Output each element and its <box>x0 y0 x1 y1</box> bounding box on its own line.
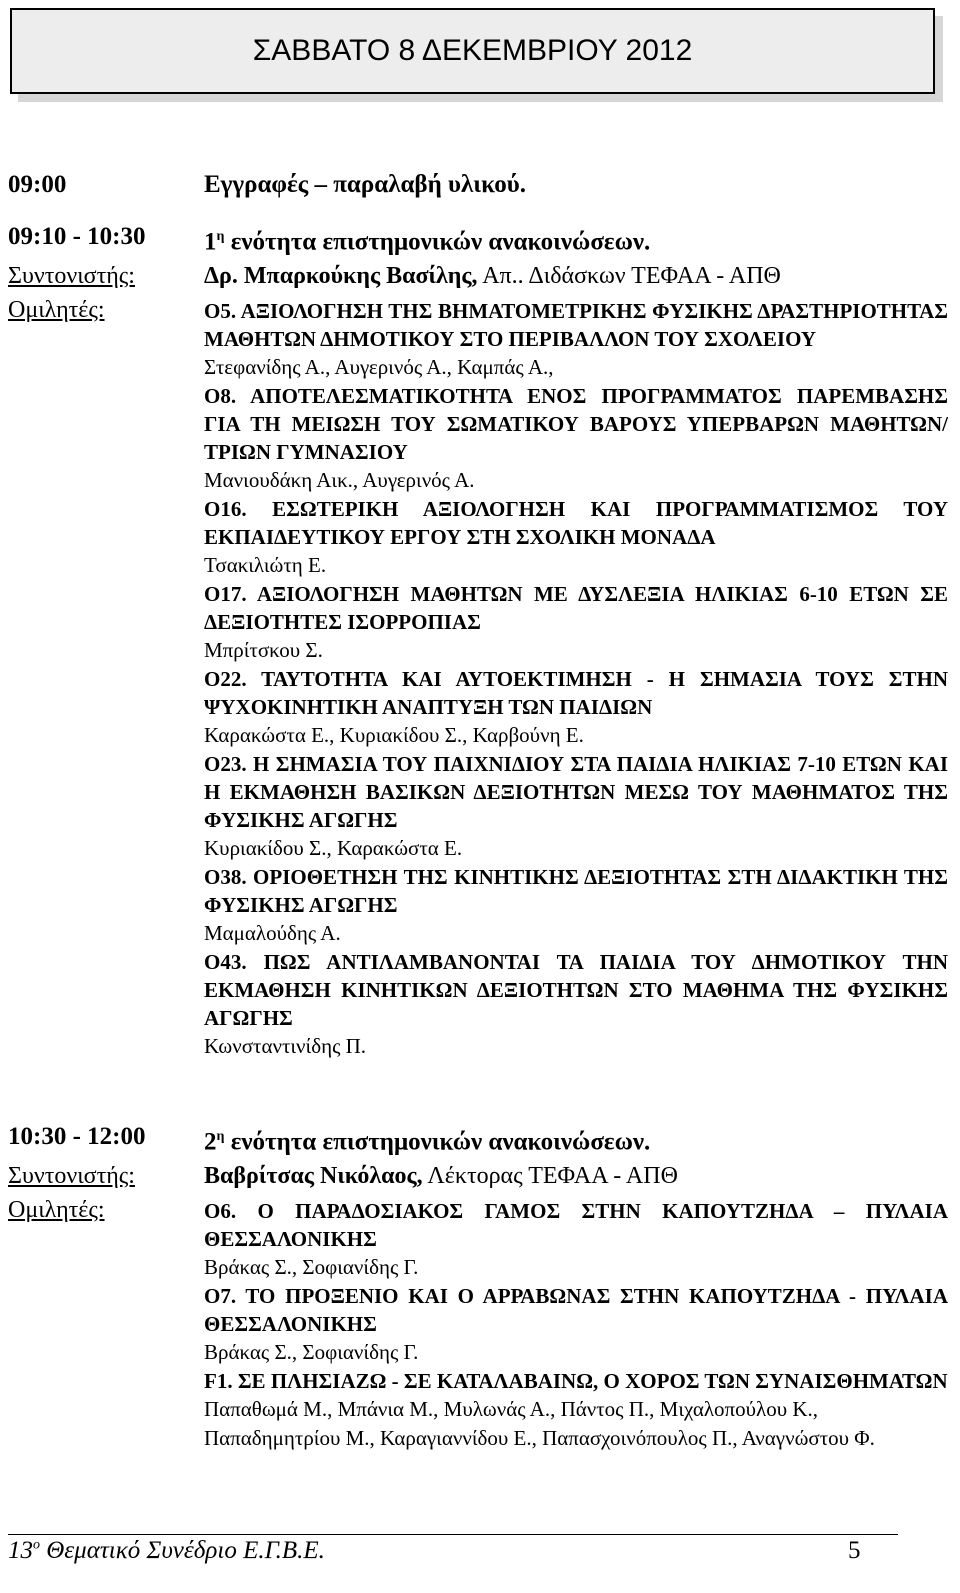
paper-item <box>204 750 948 863</box>
paper-title: Ο23. Η ΣΗΜΑΣΙΑ ΤΟΥ ΠΑΙΧΝΙΔΙΟΥ ΣΤΑ ΠΑΙΔΙΑ ΗΛΙΚΙΑΣ 7-10 ΕΤΩΝ ΚΑΙ Η ΕΚΜΑΘΗΣΗ ΒΑΣΙΚΩΝ ΔΕΞΙΟΤΗΤΩΝ ΜΕΣΩ ΤΟΥ ΜΑΘΗΜΑΤΟΣ ΤΗΣ ΦΥΣΙΚΗΣ ΑΓΩΓΗΣ <box>204 752 948 833</box>
paper-item <box>204 1282 948 1367</box>
paper-authors: Βράκας Σ., Σοφιανίδης Γ. <box>204 1255 419 1280</box>
paper-item <box>204 382 948 495</box>
speakers-label: Ομιλητές: <box>8 297 105 324</box>
session-title: ενότητα επιστημονικών ανακοινώσεων. <box>224 228 651 256</box>
paper-authors: Καρακώστα Ε., Κυριακίδου Σ., Καρβούνη Ε. <box>204 723 584 748</box>
paper-authors: Μανιουδάκη Αικ., Αυγερινός Α. <box>204 468 475 493</box>
paper-authors: Βράκας Σ., Σοφιανίδης Γ. <box>204 1340 419 1365</box>
paper-item <box>204 580 948 665</box>
paper-item <box>204 863 948 948</box>
paper-item <box>204 297 948 382</box>
paper-title: Ο43. ΠΩΣ ΑΝΤΙΛΑΜΒΑΝΟΝΤΑΙ ΤΑ ΠΑΙΔΙΑ ΤΟΥ ΔΗΜΟΤΙΚΟΥ ΤΗΝ ΕΚΜΑΘΗΣΗ ΚΙΝΗΤΙΚΩΝ ΔΕΞΙΟΤΗΤΩΝ ΣΤΟ ΜΑΘΗΜΑ ΤΗΣ ΦΥΣΙΚΗΣ ΑΓΩΓΗΣ <box>204 950 948 1031</box>
paper-title: Ο16. ΕΣΩΤΕΡΙΚΗ ΑΞΙΟΛΟΓΗΣΗ ΚΑΙ ΠΡΟΓΡΑΜΜΑΤΙΣΜΟΣ ΤΟΥ ΕΚΠΑΙΔΕΥΤΙΚΟΥ ΕΡΓΟΥ ΣΤΗ ΣΧΟΛΙΚΗ ΜΟΝΑΔΑ <box>204 497 948 550</box>
session-ordinal: η <box>216 229 225 244</box>
paper-title: Ο8. ΑΠΟΤΕΛΕΣΜΑΤΙΚΟΤΗΤΑ ΕΝΟΣ ΠΡΟΓΡΑΜΜΑΤΟΣ ΠΑΡΕΜΒΑΣΗΣ ΓΙΑ ΤΗ ΜΕΙΩΣΗ ΤΟΥ ΣΩΜΑΤΙΚΟΥ ΒΑΡΟΥΣ ΥΠΕΡΒΑΡΩΝ ΜΑΘΗΤΩΝ/ΤΡΙΩΝ ΓΥΜΝΑΣΙΟΥ <box>204 384 948 465</box>
paper-item <box>204 948 948 1061</box>
paper-list <box>204 293 948 1061</box>
paper-item <box>204 1197 948 1282</box>
footer-ordinal: ο <box>33 1537 40 1553</box>
session-ordinal: η <box>216 1129 225 1144</box>
chair-role: Λέκτορας ΤΕΦΑΑ - ΑΠΘ <box>422 1163 678 1190</box>
footer-number: 13 <box>8 1537 33 1564</box>
chair-info <box>204 1159 948 1193</box>
session-number: 1 <box>204 228 217 256</box>
registration-text: Εγγραφές – παραλαβή υλικού. <box>204 171 526 198</box>
paper-title: F1. ΣΕ ΠΛΗΣΙΑΖΩ - ΣΕ ΚΑΤΑΛΑΒΑΙΝΩ, Ο ΧΟΡΟΣ ΤΩΝ ΣΥΝΑΙΣΘΗΜΑΤΩΝ <box>204 1369 948 1394</box>
paper-authors: Κυριακίδου Σ., Καρακώστα Ε. <box>204 836 463 861</box>
paper-list <box>204 1193 948 1453</box>
chair-name: Δρ. Μπαρκούκης Βασίλης, <box>204 263 478 290</box>
paper-title: Ο38. ΟΡΙΟΘΕΤΗΣΗ ΤΗΣ ΚΙΝΗΤΙΚΗΣ ΔΕΞΙΟΤΗΤΑΣ ΣΤΗ ΔΙΔΑΚΤΙΚΗ ΤΗΣ ΦΥΣΙΚΗΣ ΑΓΩΓΗΣ <box>204 865 948 918</box>
paper-authors: Μπρίτσκου Σ. <box>204 638 323 663</box>
chair-info <box>204 259 948 293</box>
session-heading <box>204 220 948 259</box>
chair-label: Συντονιστής: <box>8 263 135 290</box>
paper-authors: Μαμαλούδης Α. <box>204 921 341 946</box>
chair-name: Βαβρίτσας Νικόλαος, <box>204 1163 423 1190</box>
date-banner <box>10 8 935 94</box>
paper-title: Ο5. ΑΞΙΟΛΟΓΗΣΗ ΤΗΣ ΒΗΜΑΤΟΜΕΤΡΙΚΗΣ ΦΥΣΙΚΗΣ ΔΡΑΣΤΗΡΙΟΤΗΤΑΣ ΜΑΘΗΤΩΝ ΔΗΜΟΤΙΚΟΥ ΣΤΟ ΠΕΡΙΒΑΛΛΟΝ ΤΟΥ ΣΧΟΛΕΙΟΥ <box>204 299 948 352</box>
paper-item <box>204 665 948 750</box>
chair-label: Συντονιστής: <box>8 1163 135 1190</box>
session-title: ενότητα επιστημονικών ανακοινώσεων. <box>224 1128 651 1156</box>
paper-item <box>204 1367 948 1453</box>
paper-title: Ο6. Ο ΠΑΡΑΔΟΣΙΑΚΟΣ ΓΑΜΟΣ ΣΤΗΝ ΚΑΠΟΥΤΖΗΔΑ – ΠΥΛΑΙΑ ΘΕΣΣΑΛΟΝΙΚΗΣ <box>204 1199 948 1252</box>
chair-role: Απ.. Διδάσκων ΤΕΦΑΑ - ΑΠΘ <box>477 263 781 290</box>
paper-title: Ο22. ΤΑΥΤΟΤΗΤΑ ΚΑΙ ΑΥΤΟΕΚΤΙΜΗΣΗ - Η ΣΗΜΑΣΙΑ ΤΟΥΣ ΣΤΗΝ ΨΥΧΟΚΙΝΗΤΙΚΗ ΑΝΑΠΤΥΞΗ ΤΩΝ ΠΑΙΔΙΩΝ <box>204 667 948 720</box>
speakers-label: Ομιλητές: <box>8 1197 105 1224</box>
session-2 <box>8 1120 948 1453</box>
paper-item <box>204 495 948 580</box>
registration-row <box>8 168 948 202</box>
session-time: 10:30 - 12:00 <box>8 1123 146 1150</box>
paper-title: Ο7. ΤΟ ΠΡΟΞΕΝΙΟ ΚΑΙ Ο ΑΡΡΑΒΩΝΑΣ ΣΤΗΝ ΚΑΠΟΥΤΖΗΔΑ - ΠΥΛΑΙΑ ΘΕΣΣΑΛΟΝΙΚΗΣ <box>204 1284 948 1337</box>
footer-rule <box>8 1534 898 1535</box>
session-number: 2 <box>204 1128 217 1156</box>
paper-authors: Κωνσταντινίδης Π. <box>204 1034 367 1059</box>
session-1 <box>8 220 948 1061</box>
paper-title: Ο17. ΑΞΙΟΛΟΓΗΣΗ ΜΑΘΗΤΩΝ ΜΕ ΔΥΣΛΕΞΙΑ ΗΛΙΚΙΑΣ 6-10 ΕΤΩΝ ΣΕ ΔΕΞΙΟΤΗΤΕΣ ΙΣΟΡΡΟΠΙΑΣ <box>204 582 948 635</box>
session-time: 09:10 - 10:30 <box>8 223 146 250</box>
page-number: 5 <box>848 1537 861 1564</box>
registration-time: 09:00 <box>8 171 67 198</box>
paper-authors: Παπαθωμά Μ., Μπάνια Μ., Μυλωνάς Α., Πάντος Π., Μιχαλοπούλου Κ., Παπαδημητρίου Μ., Καραγιαννίδου Ε., Παπασχοινόπουλος Π., Αναγνώστου Φ. <box>204 1397 875 1451</box>
footer-text: Θεματικό Συνέδριο Ε.Γ.Β.Ε. <box>40 1537 325 1564</box>
paper-authors: Στεφανίδης Α., Αυγερινός Α., Καμπάς Α., <box>204 355 554 380</box>
session-heading <box>204 1120 948 1159</box>
paper-authors: Τσακιλιώτη Ε. <box>204 553 327 578</box>
banner-title: ΣΑΒΒΑΤΟ 8 ΔΕΚΕΜΒΡΙΟΥ 2012 <box>252 34 693 67</box>
footer-conference <box>8 1537 325 1565</box>
